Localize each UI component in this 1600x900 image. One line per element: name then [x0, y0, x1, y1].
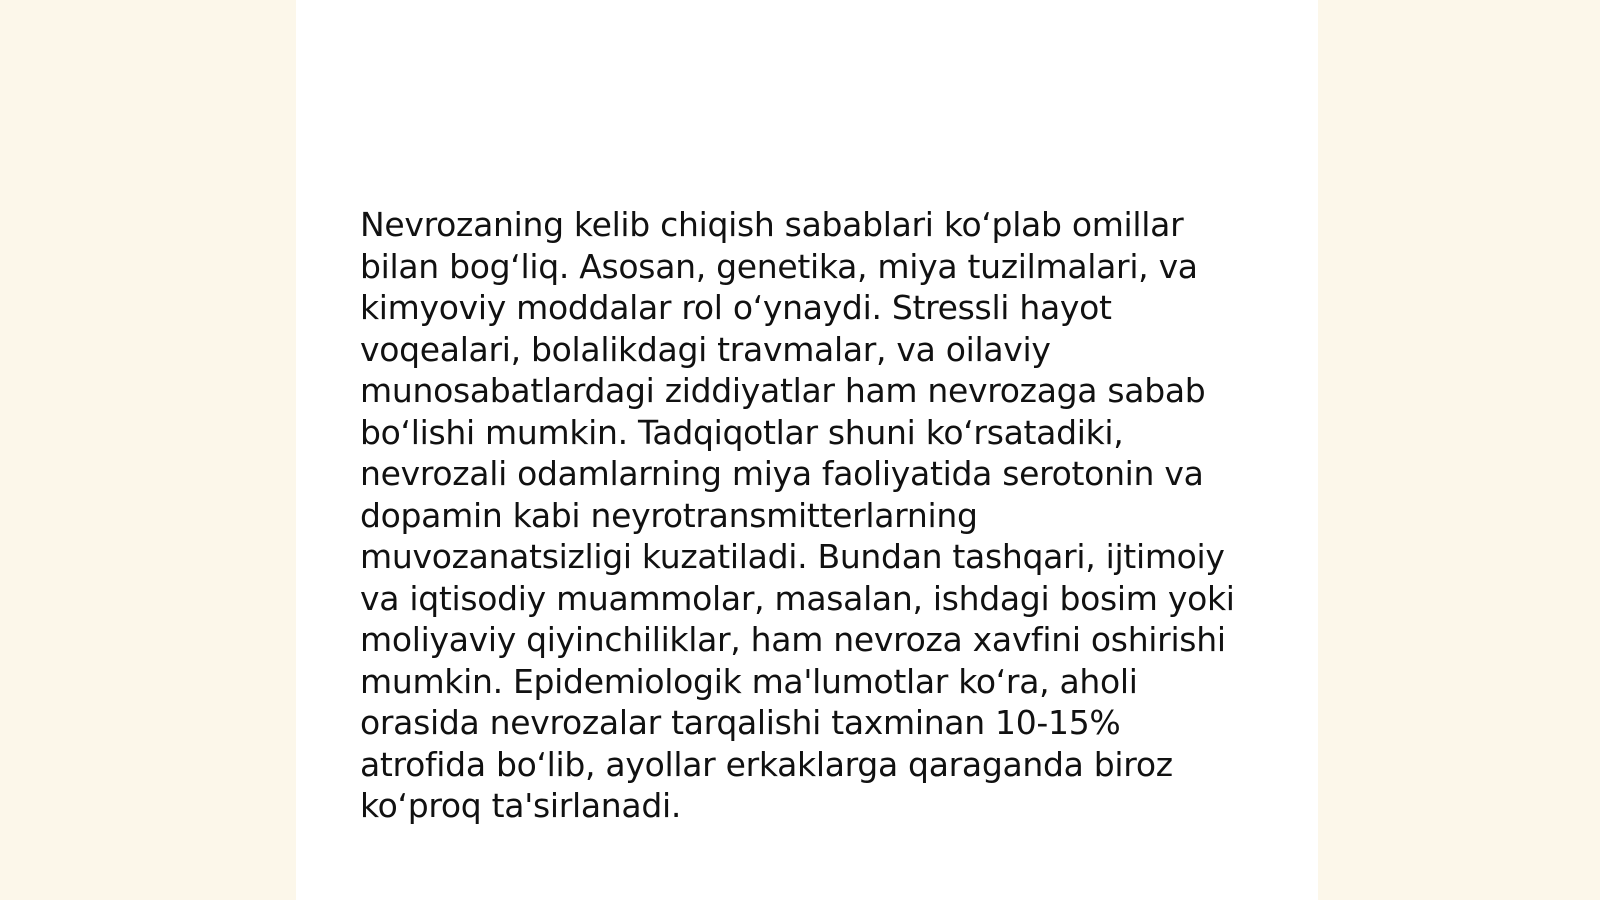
paragraph-line-9: muvozanatsizligi kuzatiladi. Bundan tashqari, ijtimoiy — [360, 537, 1225, 576]
paragraph-line-7: nevrozali odamlarning miya faoliyatida serotonin va — [360, 454, 1204, 493]
paragraph-line-5: munosabatlardagi ziddiyatlar ham nevrozaga sabab — [360, 371, 1206, 410]
paragraph-line-14: atrofida bo‘lib, ayollar erkaklarga qaraganda biroz — [360, 744, 1173, 784]
paragraph-line-10: va iqtisodiy muammolar, masalan, ishdagi bosim yoki — [360, 578, 1235, 618]
document-page — [296, 0, 1318, 900]
body-paragraph — [360, 204, 1240, 827]
paragraph-line-11: moliyaviy qiyinchiliklar, ham nevroza xavfini oshirishi — [360, 620, 1226, 659]
paragraph-line-15: ko‘proq ta'sirlanadi. — [360, 786, 682, 825]
paragraph-line-4: voqealari, bolalikdagi travmalar, va oilaviy — [360, 329, 1051, 369]
paragraph-line-1: Nevrozaning kelib chiqish sabablari ko‘plab omillar — [360, 205, 1184, 244]
paragraph-line-8: dopamin kabi neyrotransmitterlarning — [360, 495, 978, 535]
paragraph-line-12: mumkin. Epidemiologik ma'lumotlar ko‘ra, aholi — [360, 661, 1138, 701]
paragraph-line-3: kimyoviy moddalar rol o‘ynaydi. Stressli hayot — [360, 288, 1112, 327]
paragraph-line-2: bilan bog‘liq. Asosan, genetika, miya tuzilmalari, va — [360, 246, 1198, 286]
paragraph-line-6: bo‘lishi mumkin. Tadqiqotlar shuni ko‘rsatadiki, — [360, 412, 1124, 452]
paragraph-line-13: orasida nevrozalar tarqalishi taxminan 10-15% — [360, 703, 1121, 742]
